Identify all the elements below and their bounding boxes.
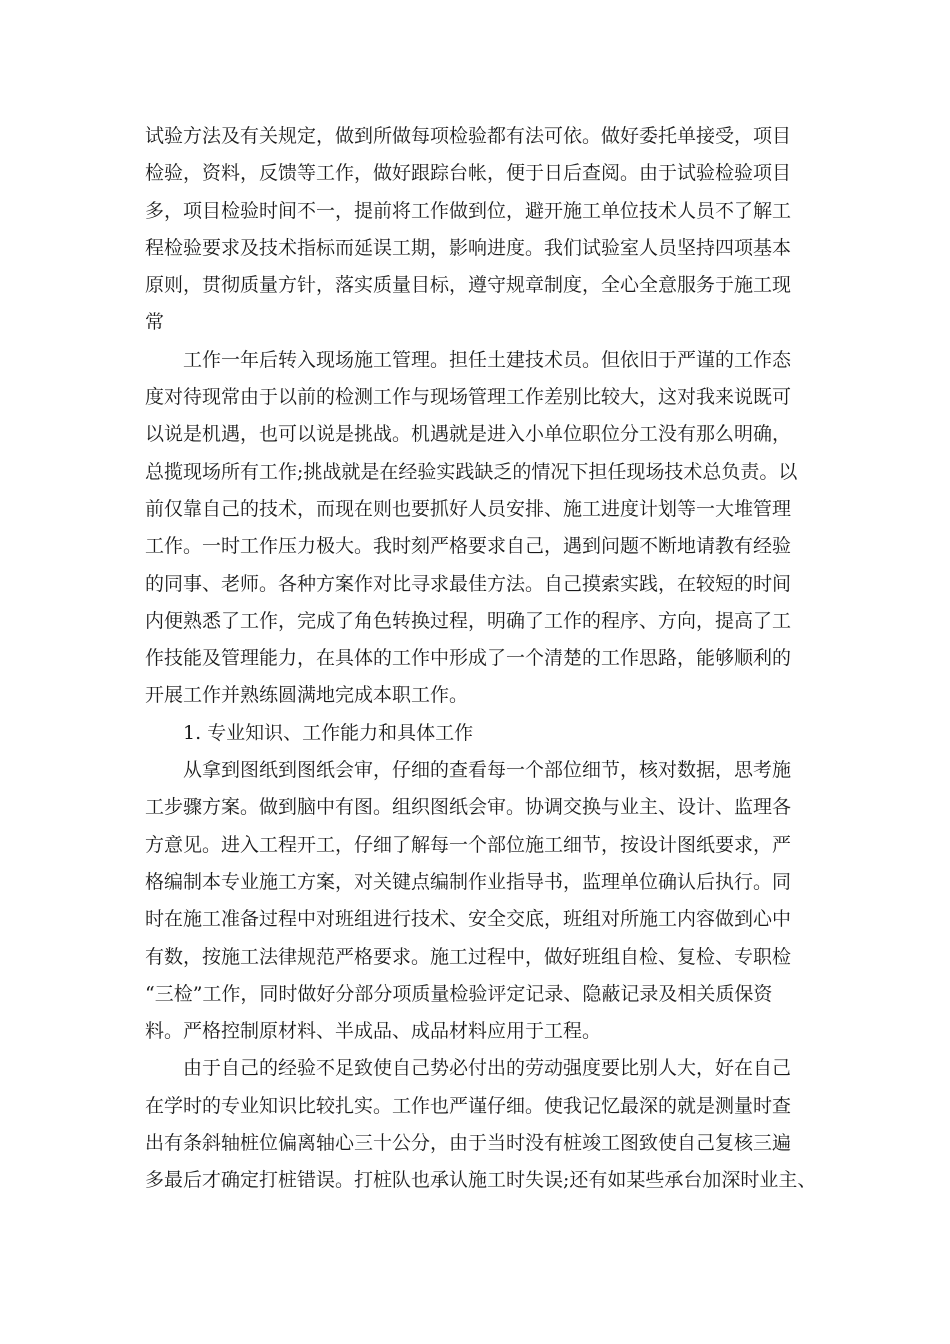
text-line: 有数，按施工法律规范严格要求。施工过程中，做好班组自检、复检、专职检 — [145, 945, 792, 968]
text-line: 试验方法及有关规定，做到所做每项检验都有法可依。做好委托单接受，项目 — [145, 125, 792, 147]
text-line: 的同事、老师。各种方案作对比寻求最佳方法。自己摸索实践，在较短的时间 — [145, 572, 792, 595]
text-line: 常 — [145, 311, 165, 334]
text-line: 开展工作并熟练圆满地完成本职工作。 — [145, 684, 469, 707]
text-line: 多，项目检验时间不一，提前将工作做到位，避开施工单位技术人员不了解工 — [145, 199, 792, 222]
document-body — [145, 118, 835, 1200]
text-line: 格编制本专业施工方案，对关键点编制作业指导书，监理单位确认后执行。同 — [145, 870, 792, 893]
text-line: 检验，资料，反馈等工作，做好跟踪台帐，便于日后查阅。由于试验检验项目 — [145, 162, 792, 185]
text-line: 程检验要求及技术指标而延误工期，影响进度。我们试验室人员坚持四项基本 — [145, 236, 792, 259]
text-line: 度对待现常由于以前的检测工作与现场管理工作差别比较大，这对我来说既可 — [145, 386, 792, 409]
text-line: 总揽现场所有工作;挑战就是在经验实践缺乏的情况下担任现场技术总负责。以 — [145, 460, 798, 483]
text-line: 工步骤方案。做到脑中有图。组织图纸会审。协调交换与业主、设计、监理各 — [145, 796, 792, 819]
paragraph-first-line: 工作一年后转入现场施工管理。担任土建技术员。但依旧于严谨的工作态 — [183, 348, 792, 371]
section-heading: 1. 专业知识、工作能力和具体工作 — [183, 721, 474, 744]
text-line: 在学时的专业知识比较扎实。工作也严谨仔细。使我记忆最深的就是测量时查 — [145, 1094, 792, 1117]
text-line: 作技能及管理能力，在具体的工作中形成了一个清楚的工作思路，能够顺利的 — [145, 647, 792, 670]
text-line: “三检”工作，同时做好分部分项质量检验评定记录、隐蔽记录及相关质保资 — [145, 982, 773, 1005]
paragraph-first-line: 由于自己的经验不足致使自己势必付出的劳动强度要比别人大，好在自己 — [183, 1057, 792, 1080]
text-line: 料。严格控制原材料、半成品、成品材料应用于工程。 — [145, 1020, 602, 1043]
text-line: 工作。一时工作压力极大。我时刻严格要求自己，遇到问题不断地请教有经验 — [145, 535, 792, 558]
text-line: 原则，贯彻质量方针，落实质量目标，遵守规章制度，全心全意服务于施工现 — [145, 274, 792, 297]
text-line: 前仅靠自己的技术，而现在则也要抓好人员安排、施工进度计划等一大堆管理 — [145, 497, 792, 520]
text-line: 以说是机遇，也可以说是挑战。机遇就是进入小单位职位分工没有那么明确， — [145, 423, 792, 446]
text-line: 方意见。进入工程开工，仔细了解每一个部位施工细节，按设计图纸要求，严 — [145, 833, 792, 856]
text-line: 内便熟悉了工作，完成了角色转换过程，明确了工作的程序、方向，提高了工 — [145, 609, 792, 632]
text-line: 多最后才确定打桩错误。打桩队也承认施工时失误;还有如某些承台加深时业主、 — [145, 1169, 817, 1192]
paragraph-first-line: 从拿到图纸到图纸会审，仔细的查看每一个部位细节，核对数据，思考施 — [183, 759, 792, 782]
text-line: 时在施工准备过程中对班组进行技术、安全交底，班组对所施工内容做到心中 — [145, 908, 792, 931]
text-line: 出有条斜轴桩位偏离轴心三十公分，由于当时没有桩竣工图致使自己复核三遍 — [145, 1132, 792, 1155]
